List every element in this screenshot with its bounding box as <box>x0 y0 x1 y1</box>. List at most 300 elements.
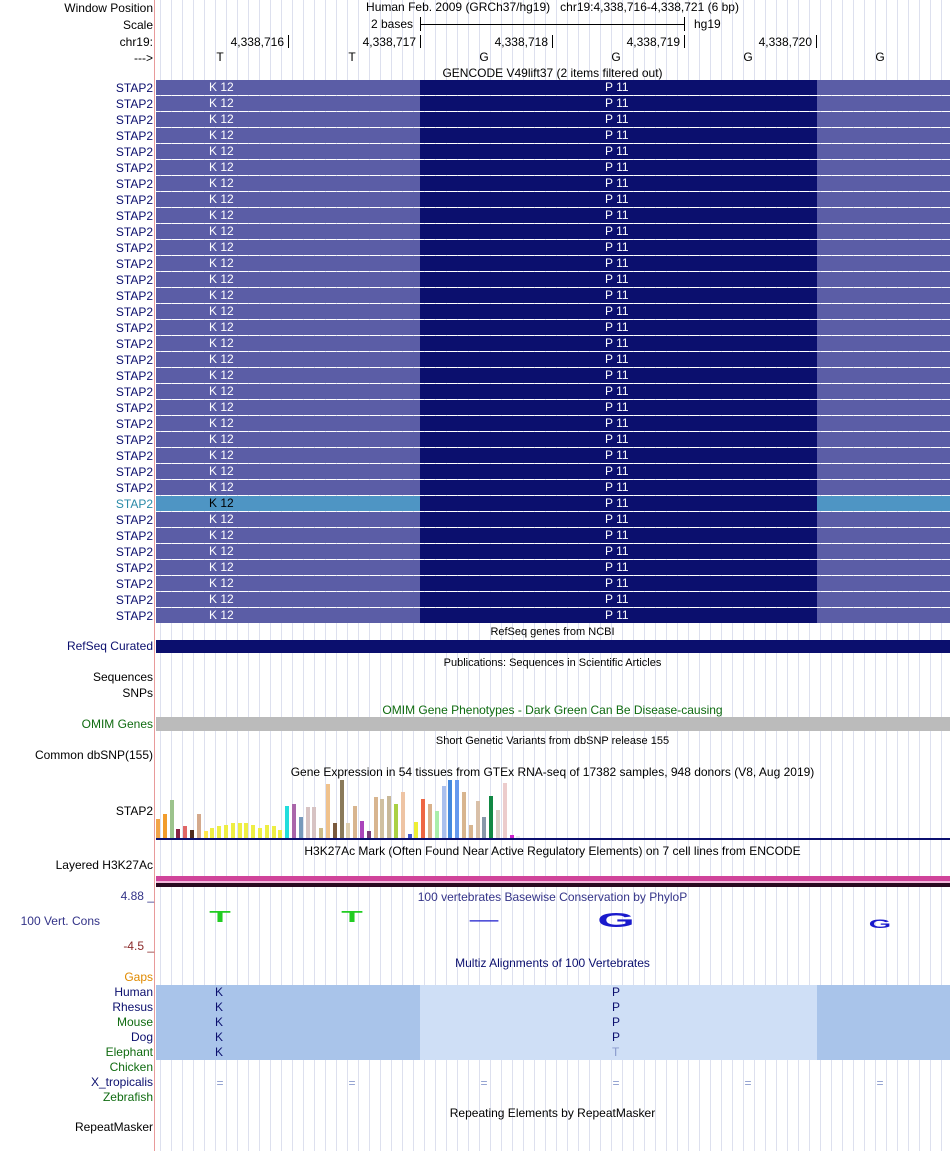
gencode-gene-label[interactable]: STAP2 <box>115 609 153 623</box>
gtex-label[interactable]: STAP2 <box>115 804 153 818</box>
gtex-tissue-bar[interactable] <box>251 825 255 838</box>
exon-right-segment <box>817 272 950 287</box>
gencode-gene-label[interactable]: STAP2 <box>115 369 153 383</box>
exon-right-segment <box>817 576 950 591</box>
exon-middle-segment <box>420 480 817 495</box>
phylop-min: -4.5 _ <box>123 939 154 953</box>
exon-left-segment <box>156 608 420 623</box>
phylop-max: 4.88 _ <box>120 889 154 903</box>
amino-acid-left: K 12 <box>209 416 234 430</box>
amino-acid-left: K 12 <box>209 608 234 622</box>
gencode-gene-label[interactable]: STAP2 <box>115 401 153 415</box>
gencode-transcript-row[interactable] <box>156 336 950 351</box>
base-letter: G <box>743 50 753 64</box>
chicken-label[interactable]: Chicken <box>109 1060 153 1074</box>
species-label[interactable]: Elephant <box>105 1045 153 1059</box>
aligned-amino-acid: K <box>215 985 224 999</box>
exon-right-segment <box>817 304 950 319</box>
omim-bar[interactable] <box>156 717 950 731</box>
gencode-gene-label[interactable]: STAP2 <box>115 337 153 351</box>
repeatmasker-label[interactable]: RepeatMasker <box>74 1120 153 1134</box>
exon-right-segment <box>817 128 950 143</box>
gtex-tissue-bar[interactable] <box>190 830 194 838</box>
amino-acid-left: K 12 <box>209 304 234 318</box>
amino-acid-left: K 12 <box>209 384 234 398</box>
amino-acid-left: K 12 <box>209 576 234 590</box>
gtex-tissue-bar[interactable] <box>394 804 398 838</box>
alignment-right-segment <box>817 1030 950 1045</box>
zebrafish-label[interactable]: Zebrafish <box>102 1090 153 1104</box>
gencode-gene-label[interactable]: STAP2 <box>115 321 153 335</box>
amino-acid-right: P 11 <box>605 80 629 94</box>
gtex-tissue-bar[interactable] <box>482 817 486 838</box>
gencode-transcript-row[interactable] <box>156 528 950 543</box>
ruler-tick <box>288 35 289 48</box>
species-alignment-row[interactable] <box>156 1015 950 1030</box>
exon-right-segment <box>817 240 950 255</box>
exon-right-segment <box>817 496 950 511</box>
h3k27ac-label[interactable]: Layered H3K27Ac <box>55 858 153 872</box>
aligned-amino-acid: P <box>612 1000 621 1014</box>
exon-middle-segment <box>420 272 817 287</box>
exon-right-segment <box>817 160 950 175</box>
gtex-tissue-bar[interactable] <box>455 780 459 838</box>
exon-middle-segment <box>420 464 817 479</box>
amino-acid-right: P 11 <box>605 512 629 526</box>
exon-left-segment <box>156 544 420 559</box>
exon-middle-segment <box>420 400 817 415</box>
gtex-tissue-bar[interactable] <box>503 783 507 838</box>
gtex-bar-chart[interactable] <box>156 780 556 838</box>
gencode-gene-label[interactable]: STAP2 <box>115 561 153 575</box>
exon-right-segment <box>817 400 950 415</box>
exon-right-segment <box>817 544 950 559</box>
gtex-tissue-bar[interactable] <box>401 792 405 838</box>
gtex-tissue-bar[interactable] <box>312 807 316 838</box>
gtex-tissue-bar[interactable] <box>353 806 357 838</box>
base-letter: G <box>479 50 489 64</box>
exon-left-segment <box>156 96 420 111</box>
gencode-gene-label[interactable]: STAP2 <box>115 353 153 367</box>
amino-acid-left: K 12 <box>209 224 234 238</box>
exon-right-segment <box>817 512 950 527</box>
sequences-label[interactable]: Sequences <box>92 670 153 684</box>
gencode-transcript-row[interactable] <box>156 352 950 367</box>
exon-left-segment <box>156 80 420 95</box>
refseq-track-title[interactable]: RefSeq genes from NCBI <box>490 626 615 638</box>
gencode-transcript-row[interactable] <box>156 496 950 511</box>
amino-acid-right: P 11 <box>605 176 629 190</box>
amino-acid-right: P 11 <box>605 560 629 574</box>
gencode-transcript-row[interactable] <box>156 96 950 111</box>
exon-middle-segment <box>420 80 817 95</box>
gencode-transcript-row[interactable] <box>156 288 950 303</box>
alignment-middle-segment <box>420 1000 817 1015</box>
amino-acid-right: P 11 <box>605 272 629 286</box>
dbsnp-track-title[interactable]: Short Genetic Variants from dbSNP release 155 <box>435 735 670 747</box>
amino-acid-right: P 11 <box>605 320 629 334</box>
exon-right-segment <box>817 416 950 431</box>
exon-left-segment <box>156 512 420 527</box>
exon-left-segment <box>156 128 420 143</box>
ruler-tick <box>816 35 817 48</box>
gencode-gene-label[interactable]: STAP2 <box>115 225 153 239</box>
amino-acid-right: P 11 <box>605 112 629 126</box>
exon-middle-segment <box>420 416 817 431</box>
amino-acid-left: K 12 <box>209 464 234 478</box>
gencode-transcript-row[interactable] <box>156 112 950 127</box>
exon-left-segment <box>156 112 420 127</box>
ruler-position-label: 4,338,719 <box>626 35 680 49</box>
gencode-gene-label[interactable]: STAP2 <box>115 449 153 463</box>
gtex-tissue-bar[interactable] <box>231 823 235 838</box>
gtex-tissue-bar[interactable] <box>204 831 208 838</box>
gtex-tissue-bar[interactable] <box>285 806 289 838</box>
alignment-middle-segment <box>420 985 817 1000</box>
gencode-transcript-row[interactable] <box>156 560 950 575</box>
gtex-tissue-bar[interactable] <box>476 801 480 838</box>
amino-acid-left: K 12 <box>209 496 234 510</box>
gtex-tissue-bar[interactable] <box>469 825 473 838</box>
amino-acid-right: P 11 <box>605 336 629 350</box>
exon-middle-segment <box>420 112 817 127</box>
gencode-transcript-row[interactable] <box>156 448 950 463</box>
scale-label: Scale <box>122 18 153 32</box>
gtex-tissue-bar[interactable] <box>414 822 418 838</box>
gtex-tissue-bar[interactable] <box>326 784 330 838</box>
gencode-transcript-row[interactable] <box>156 432 950 447</box>
amino-acid-left: K 12 <box>209 320 234 334</box>
exon-left-segment <box>156 192 420 207</box>
gtex-tissue-bar[interactable] <box>272 826 276 838</box>
scale-bar-left-end <box>420 17 421 31</box>
gtex-tissue-bar[interactable] <box>170 800 174 838</box>
gtex-tissue-bar[interactable] <box>333 823 337 838</box>
exon-middle-segment <box>420 192 817 207</box>
repeatmasker-track-title[interactable]: Repeating Elements by RepeatMasker <box>449 1106 656 1120</box>
species-label[interactable]: Dog <box>130 1030 153 1044</box>
gap-mark: = <box>348 1076 356 1090</box>
exon-left-segment <box>156 304 420 319</box>
gtex-tissue-bar[interactable] <box>428 804 432 838</box>
amino-acid-right: P 11 <box>605 480 629 494</box>
gencode-transcript-row[interactable] <box>156 480 950 495</box>
gencode-gene-label[interactable]: STAP2 <box>115 513 153 527</box>
gtex-tissue-bar[interactable] <box>462 792 466 838</box>
species-alignment-row[interactable] <box>156 1045 950 1060</box>
gap-mark: = <box>612 1076 620 1090</box>
exon-left-segment <box>156 576 420 591</box>
base-letter: G <box>611 50 621 64</box>
amino-acid-right: P 11 <box>605 384 629 398</box>
exon-left-segment <box>156 144 420 159</box>
gtex-tissue-bar[interactable] <box>360 821 364 838</box>
exon-middle-segment <box>420 432 817 447</box>
amino-acid-right: P 11 <box>605 224 629 238</box>
base-letter: T <box>348 50 356 64</box>
exon-middle-segment <box>420 176 817 191</box>
species-alignment-row[interactable] <box>156 1030 950 1045</box>
species-alignment-row[interactable] <box>156 985 950 1000</box>
exon-middle-segment <box>420 368 817 383</box>
gencode-transcript-row[interactable] <box>156 384 950 399</box>
amino-acid-right: P 11 <box>605 528 629 542</box>
gtex-tissue-bar[interactable] <box>448 780 452 838</box>
exon-middle-segment <box>420 592 817 607</box>
exon-middle-segment <box>420 240 817 255</box>
scale-bar <box>420 24 685 25</box>
exon-left-segment <box>156 336 420 351</box>
alignment-right-segment <box>817 1000 950 1015</box>
gtex-tissue-bar[interactable] <box>367 831 371 838</box>
gencode-gene-label[interactable]: STAP2 <box>115 273 153 287</box>
gtex-tissue-bar[interactable] <box>489 796 493 838</box>
exon-left-segment <box>156 400 420 415</box>
gencode-transcript-row[interactable] <box>156 208 950 223</box>
gencode-gene-label[interactable]: STAP2 <box>115 577 153 591</box>
gencode-gene-label[interactable]: STAP2 <box>115 161 153 175</box>
gtex-tissue-bar[interactable] <box>197 814 201 838</box>
gtex-tissue-bar[interactable] <box>258 828 262 838</box>
gencode-transcript-row[interactable] <box>156 80 950 95</box>
gencode-gene-label[interactable]: STAP2 <box>115 497 153 511</box>
amino-acid-left: K 12 <box>209 288 234 302</box>
gtex-tissue-bar[interactable] <box>224 825 228 838</box>
gtex-tissue-bar[interactable] <box>319 828 323 838</box>
exon-middle-segment <box>420 512 817 527</box>
multiz-track-title[interactable]: Multiz Alignments of 100 Vertebrates <box>455 956 650 970</box>
sidebar-divider <box>154 0 155 1151</box>
exon-right-segment <box>817 80 950 95</box>
gencode-transcript-row[interactable] <box>156 320 950 335</box>
amino-acid-right: P 11 <box>605 160 629 174</box>
gencode-transcript-row[interactable] <box>156 544 950 559</box>
amino-acid-left: K 12 <box>209 192 234 206</box>
gtex-track-title[interactable]: Gene Expression in 54 tissues from GTEx RNA-seq of 17382 samples, 948 donors (V8, Aug 2019) <box>290 765 815 779</box>
amino-acid-left: K 12 <box>209 272 234 286</box>
exon-right-segment <box>817 320 950 335</box>
base-letter: T <box>216 50 224 64</box>
gtex-tissue-bar[interactable] <box>238 823 242 838</box>
gencode-transcript-row[interactable] <box>156 464 950 479</box>
gencode-gene-label[interactable]: STAP2 <box>115 97 153 111</box>
ruler-tick <box>684 35 685 48</box>
species-alignment-row[interactable] <box>156 1000 950 1015</box>
amino-acid-right: P 11 <box>605 544 629 558</box>
gencode-gene-label[interactable]: STAP2 <box>115 465 153 479</box>
publications-track-title[interactable]: Publications: Sequences in Scientific Articles <box>443 657 662 669</box>
gap-mark: = <box>216 1076 224 1090</box>
gencode-gene-label[interactable]: STAP2 <box>115 193 153 207</box>
gencode-transcript-row[interactable] <box>156 400 950 415</box>
gtex-tissue-bar[interactable] <box>346 823 350 838</box>
amino-acid-left: K 12 <box>209 352 234 366</box>
exon-middle-segment <box>420 576 817 591</box>
gencode-gene-label[interactable]: STAP2 <box>115 305 153 319</box>
exon-left-segment <box>156 256 420 271</box>
gencode-gene-label[interactable]: STAP2 <box>115 209 153 223</box>
gtex-tissue-bar[interactable] <box>163 814 167 838</box>
alignment-middle-segment <box>420 1015 817 1030</box>
gaps-label[interactable]: Gaps <box>124 970 153 984</box>
xtropicalis-label[interactable]: X_tropicalis <box>90 1075 153 1089</box>
gtex-tissue-bar[interactable] <box>340 780 344 838</box>
gencode-transcript-row[interactable] <box>156 160 950 175</box>
amino-acid-left: K 12 <box>209 128 234 142</box>
exon-left-segment <box>156 432 420 447</box>
gtex-tissue-bar[interactable] <box>442 786 446 838</box>
gtex-tissue-bar[interactable] <box>435 811 439 838</box>
amino-acid-right: P 11 <box>605 96 629 110</box>
gtex-tissue-bar[interactable] <box>306 807 310 838</box>
omim-label[interactable]: OMIM Genes <box>81 717 153 731</box>
amino-acid-right: P 11 <box>605 304 629 318</box>
amino-acid-right: P 11 <box>605 592 629 606</box>
gencode-transcript-row[interactable] <box>156 416 950 431</box>
ruler-position-label: 4,338,717 <box>362 35 416 49</box>
amino-acid-left: K 12 <box>209 560 234 574</box>
phylop-label[interactable]: 100 Vert. Cons <box>20 914 100 928</box>
base-letter: G <box>875 50 885 64</box>
species-label[interactable]: Rhesus <box>112 1000 153 1014</box>
refseq-label[interactable]: RefSeq Curated <box>66 639 153 653</box>
amino-acid-left: K 12 <box>209 144 234 158</box>
gencode-transcript-row[interactable] <box>156 192 950 207</box>
gencode-transcript-row[interactable] <box>156 512 950 527</box>
position-title: Human Feb. 2009 (GRCh37/hg19) chr19:4,338,716-4,338,721 (6 bp) <box>366 0 739 14</box>
amino-acid-left: K 12 <box>209 448 234 462</box>
gtex-tissue-bar[interactable] <box>210 828 214 838</box>
amino-acid-left: K 12 <box>209 160 234 174</box>
amino-acid-right: P 11 <box>605 416 629 430</box>
h3k27ac-signal-dark <box>156 883 950 887</box>
gtex-tissue-bar[interactable] <box>374 797 378 838</box>
gencode-gene-label[interactable]: STAP2 <box>115 129 153 143</box>
exon-right-segment <box>817 112 950 127</box>
gencode-transcript-row[interactable] <box>156 608 950 623</box>
gencode-gene-label[interactable]: STAP2 <box>115 81 153 95</box>
exon-middle-segment <box>420 144 817 159</box>
exon-right-segment <box>817 528 950 543</box>
exon-right-segment <box>817 208 950 223</box>
gencode-gene-label[interactable]: STAP2 <box>115 417 153 431</box>
gencode-transcript-row[interactable] <box>156 128 950 143</box>
gtex-tissue-bar[interactable] <box>421 799 425 838</box>
aligned-amino-acid: K <box>215 1045 224 1059</box>
h3k27ac-track-title[interactable]: H3K27Ac Mark (Often Found Near Active Regulatory Elements) on 7 cell lines from ENCODE <box>304 844 801 858</box>
aligned-amino-acid: T <box>612 1045 620 1059</box>
gencode-gene-label[interactable]: STAP2 <box>115 257 153 271</box>
exon-middle-segment <box>420 528 817 543</box>
amino-acid-left: K 12 <box>209 544 234 558</box>
gencode-transcript-row[interactable] <box>156 576 950 591</box>
gtex-baseline <box>156 838 950 840</box>
gtex-tissue-bar[interactable] <box>217 826 221 838</box>
amino-acid-left: K 12 <box>209 208 234 222</box>
gencode-transcript-row[interactable] <box>156 144 950 159</box>
gencode-gene-label[interactable]: STAP2 <box>115 289 153 303</box>
exon-right-segment <box>817 352 950 367</box>
gencode-gene-label[interactable]: STAP2 <box>115 177 153 191</box>
exon-right-segment <box>817 288 950 303</box>
exon-right-segment <box>817 560 950 575</box>
species-label[interactable]: Human <box>114 985 153 999</box>
gtex-tissue-bar[interactable] <box>244 823 248 838</box>
gtex-tissue-bar[interactable] <box>387 796 391 838</box>
phylop-base-glyph: G <box>597 910 635 932</box>
amino-acid-right: P 11 <box>605 432 629 446</box>
exon-right-segment <box>817 448 950 463</box>
amino-acid-right: P 11 <box>605 144 629 158</box>
gencode-gene-label[interactable]: STAP2 <box>115 593 153 607</box>
gtex-tissue-bar[interactable] <box>380 799 384 838</box>
exon-middle-segment <box>420 544 817 559</box>
gencode-gene-label[interactable]: STAP2 <box>115 433 153 447</box>
gencode-transcript-row[interactable] <box>156 304 950 319</box>
gencode-transcript-row[interactable] <box>156 256 950 271</box>
alignment-left-segment <box>156 1045 420 1060</box>
exon-left-segment <box>156 528 420 543</box>
amino-acid-left: K 12 <box>209 400 234 414</box>
gtex-tissue-bar[interactable] <box>496 810 500 838</box>
gencode-transcript-row[interactable] <box>156 592 950 607</box>
exon-middle-segment <box>420 448 817 463</box>
gtex-tissue-bar[interactable] <box>278 830 282 838</box>
exon-left-segment <box>156 368 420 383</box>
ruler-position-label: 4,338,716 <box>230 35 284 49</box>
exon-middle-segment <box>420 208 817 223</box>
gencode-gene-label[interactable]: STAP2 <box>115 545 153 559</box>
gencode-gene-label[interactable]: STAP2 <box>115 145 153 159</box>
exon-middle-segment <box>420 304 817 319</box>
gtex-tissue-bar[interactable] <box>176 829 180 838</box>
gencode-track-title[interactable]: GENCODE V49lift37 (2 items filtered out) <box>442 66 663 80</box>
exon-left-segment <box>156 560 420 575</box>
exon-left-segment <box>156 224 420 239</box>
gencode-gene-label[interactable]: STAP2 <box>115 529 153 543</box>
gtex-tissue-bar[interactable] <box>265 825 269 838</box>
alignment-left-segment <box>156 1000 420 1015</box>
snps-label[interactable]: SNPs <box>122 686 153 700</box>
refseq-gene-bar[interactable] <box>156 640 950 653</box>
exon-middle-segment <box>420 128 817 143</box>
gencode-transcript-row[interactable] <box>156 224 950 239</box>
phylop-track-title[interactable]: 100 vertebrates Basewise Conservation by PhyloP <box>417 890 688 904</box>
gtex-tissue-bar[interactable] <box>183 826 187 838</box>
gencode-gene-label[interactable]: STAP2 <box>115 385 153 399</box>
omim-track-title[interactable]: OMIM Gene Phenotypes - Dark Green Can Be Disease-causing <box>382 703 723 717</box>
exon-middle-segment <box>420 256 817 271</box>
dbsnp-label[interactable]: Common dbSNP(155) <box>34 748 153 762</box>
gtex-tissue-bar[interactable] <box>299 817 303 838</box>
amino-acid-left: K 12 <box>209 112 234 126</box>
exon-right-segment <box>817 432 950 447</box>
species-label[interactable]: Mouse <box>116 1015 153 1029</box>
alignment-middle-segment <box>420 1045 817 1060</box>
gencode-transcript-row[interactable] <box>156 368 950 383</box>
gencode-transcript-row[interactable] <box>156 240 950 255</box>
gencode-gene-label[interactable]: STAP2 <box>115 113 153 127</box>
gencode-gene-label[interactable]: STAP2 <box>115 241 153 255</box>
exon-left-segment <box>156 480 420 495</box>
gencode-transcript-row[interactable] <box>156 272 950 287</box>
gencode-transcript-row[interactable] <box>156 176 950 191</box>
phylop-base-glyph: T <box>209 909 231 926</box>
exon-right-segment <box>817 144 950 159</box>
gencode-gene-label[interactable]: STAP2 <box>115 481 153 495</box>
gtex-tissue-bar[interactable] <box>156 819 160 838</box>
gtex-tissue-bar[interactable] <box>292 804 296 838</box>
